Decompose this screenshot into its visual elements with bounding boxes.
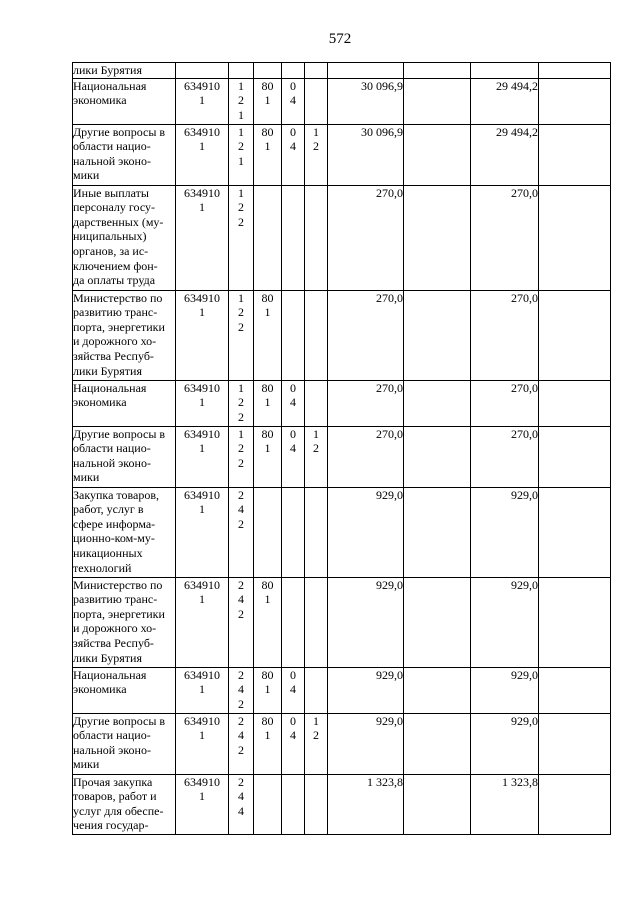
amount-cell-1: 270,0 — [328, 380, 404, 426]
subsection-digit-cell-line: 0 — [290, 78, 296, 93]
code-cell-line: 634910 — [184, 487, 220, 502]
vr-digit-cell — [229, 78, 254, 124]
vr-digit-cell-line: 2 — [238, 214, 244, 229]
section-cell — [254, 487, 282, 577]
table-row — [73, 713, 611, 774]
row-name-cell — [73, 577, 176, 667]
vr-digit-cell-line: 2 — [238, 93, 244, 108]
section-cell-line: 1 — [264, 441, 271, 456]
table-row — [73, 667, 611, 713]
subsection-digit-cell — [282, 185, 305, 290]
code-cell — [176, 487, 229, 577]
code-cell — [176, 63, 229, 79]
row-name-cell-line: лики Бурятия — [73, 63, 142, 77]
row-name-cell — [73, 487, 176, 577]
amount-cell-1: 929,0 — [328, 487, 404, 577]
vr-digit-cell — [229, 774, 254, 834]
vr-digit-cell — [229, 124, 254, 185]
subsection-digit-cell-2-line: 1 — [313, 713, 319, 728]
amount-cell-1: 270,0 — [328, 290, 404, 380]
vr-digit-cell-line: 1 — [238, 185, 244, 200]
vr-digit-cell-line: 4 — [238, 803, 244, 818]
empty-cell — [539, 78, 611, 124]
row-name-cell-line: Национальная — [73, 78, 147, 93]
subsection-digit-cell-2 — [305, 426, 328, 487]
row-name-cell — [73, 290, 176, 380]
row-name-cell-line: работ, услуг в — [73, 502, 144, 517]
row-name-cell-line: ключением фон- — [73, 258, 158, 273]
code-cell-line: 1 — [199, 93, 205, 108]
amount-cell-2: 1 323,8 — [471, 774, 539, 834]
vr-digit-cell-line: 2 — [238, 713, 244, 728]
row-name-cell-line: зяйства Респуб- — [73, 635, 154, 650]
code-cell — [176, 124, 229, 185]
vr-digit-cell — [229, 426, 254, 487]
row-name-cell-line: Другие вопросы в — [73, 124, 166, 139]
empty-cell — [539, 380, 611, 426]
amount-cell-2: 29 494,2 — [471, 124, 539, 185]
row-name-cell — [73, 426, 176, 487]
section-cell-line: 80 — [261, 426, 274, 441]
amount-cell-2 — [471, 63, 539, 79]
amount-cell-2: 929,0 — [471, 667, 539, 713]
vr-digit-cell-line: 2 — [238, 696, 244, 711]
empty-cell — [539, 713, 611, 774]
empty-cell — [404, 713, 471, 774]
vr-digit-cell — [229, 667, 254, 713]
amount-cell-2: 270,0 — [471, 426, 539, 487]
vr-digit-cell-line: 4 — [238, 592, 244, 607]
empty-cell — [404, 290, 471, 380]
amount-cell-2: 929,0 — [471, 713, 539, 774]
row-name-cell-line: области нацио- — [73, 139, 151, 154]
subsection-digit-cell-line: 4 — [290, 441, 296, 456]
subsection-digit-cell-line: 0 — [290, 713, 296, 728]
vr-digit-cell-line: 1 — [238, 124, 244, 139]
row-name-cell-line: развитию транс- — [73, 305, 158, 320]
subsection-digit-cell-line: 0 — [290, 667, 296, 682]
row-name-cell-line: Другие вопросы в — [73, 426, 166, 441]
section-cell-line: 80 — [261, 124, 274, 139]
subsection-digit-cell-2 — [305, 487, 328, 577]
code-cell-line: 1 — [199, 592, 205, 607]
vr-digit-cell-line: 2 — [238, 409, 244, 424]
subsection-digit-cell-2 — [305, 290, 328, 380]
code-cell — [176, 380, 229, 426]
section-cell-line: 80 — [261, 667, 274, 682]
section-cell — [254, 380, 282, 426]
subsection-digit-cell-2 — [305, 774, 328, 834]
subsection-digit-cell-2-line: 1 — [313, 124, 319, 139]
row-name-cell-line: Министерство по — [73, 290, 163, 305]
row-name-cell-line: области нацио- — [73, 441, 151, 456]
row-name-cell-line: порта, энергетики — [73, 606, 165, 621]
subsection-digit-cell-line: 0 — [290, 124, 296, 139]
subsection-digit-cell — [282, 487, 305, 577]
subsection-digit-cell-line: 0 — [290, 426, 296, 441]
vr-digit-cell-line: 4 — [238, 682, 244, 697]
row-name-cell-line: мики — [73, 757, 100, 772]
vr-digit-cell-line: 2 — [238, 139, 244, 154]
vr-digit-cell-line: 4 — [238, 728, 244, 743]
amount-cell-2: 929,0 — [471, 487, 539, 577]
row-name-cell-line: экономика — [73, 93, 127, 108]
row-name-cell-line: Национальная — [73, 380, 147, 395]
section-cell — [254, 124, 282, 185]
code-cell-line: 1 — [199, 502, 205, 517]
row-name-cell-line: Национальная — [73, 667, 147, 682]
table-row — [73, 426, 611, 487]
section-cell-line: 1 — [264, 93, 271, 108]
amount-cell-1: 929,0 — [328, 577, 404, 667]
vr-digit-cell-line: 2 — [238, 516, 244, 531]
subsection-digit-cell — [282, 713, 305, 774]
subsection-digit-cell — [282, 667, 305, 713]
vr-digit-cell-line: 1 — [238, 426, 244, 441]
section-cell-line: 1 — [264, 305, 271, 320]
row-name-cell-line: развитию транс- — [73, 592, 158, 607]
row-name-cell — [73, 713, 176, 774]
vr-digit-cell-line: 1 — [238, 78, 244, 93]
amount-cell-2: 29 494,2 — [471, 78, 539, 124]
section-cell-line: 1 — [264, 592, 271, 607]
subsection-digit-cell-2 — [305, 63, 328, 79]
section-cell — [254, 774, 282, 834]
section-cell — [254, 78, 282, 124]
vr-digit-cell-line: 2 — [238, 395, 244, 410]
vr-digit-cell — [229, 290, 254, 380]
vr-digit-cell — [229, 63, 254, 79]
section-cell-line: 80 — [261, 290, 274, 305]
section-cell-line: 1 — [264, 395, 271, 410]
subsection-digit-cell-2-line: 2 — [313, 441, 319, 456]
code-cell-line: 634910 — [184, 185, 220, 200]
row-name-cell-line: лики Бурятия — [73, 363, 142, 378]
row-name-cell-line: и дорожного хо- — [73, 621, 157, 636]
row-name-cell-line: чения государ- — [73, 818, 149, 833]
empty-cell — [539, 185, 611, 290]
empty-cell — [539, 577, 611, 667]
table-row — [73, 78, 611, 124]
row-name-cell-line: никационных — [73, 545, 143, 560]
amount-cell-2: 270,0 — [471, 380, 539, 426]
amount-cell-1: 929,0 — [328, 667, 404, 713]
empty-cell — [539, 774, 611, 834]
code-cell-line: 634910 — [184, 577, 220, 592]
subsection-digit-cell-2 — [305, 380, 328, 426]
code-cell-line: 634910 — [184, 667, 220, 682]
row-name-cell-line: Закупка товаров, — [73, 487, 159, 502]
empty-cell — [404, 78, 471, 124]
vr-digit-cell-line: 2 — [238, 487, 244, 502]
row-name-cell-line: ционно-ком-му- — [73, 531, 155, 546]
section-cell-line: 80 — [261, 713, 274, 728]
row-name-cell — [73, 124, 176, 185]
row-name-cell-line: Другие вопросы в — [73, 713, 166, 728]
row-name-cell-line: сфере информа- — [73, 516, 156, 531]
row-name-cell — [73, 185, 176, 290]
row-name-cell — [73, 63, 176, 79]
vr-digit-cell — [229, 380, 254, 426]
code-cell-line: 634910 — [184, 713, 220, 728]
vr-digit-cell-line: 1 — [238, 107, 244, 122]
code-cell — [176, 713, 229, 774]
empty-cell — [404, 426, 471, 487]
row-name-cell-line: Министерство по — [73, 577, 163, 592]
code-cell-line: 634910 — [184, 290, 220, 305]
vr-digit-cell-line: 2 — [238, 441, 244, 456]
amount-cell-1: 1 323,8 — [328, 774, 404, 834]
section-cell-line: 1 — [264, 139, 271, 154]
table-body — [73, 63, 611, 835]
subsection-digit-cell-2 — [305, 185, 328, 290]
empty-cell — [404, 774, 471, 834]
vr-digit-cell-line: 1 — [238, 153, 244, 168]
empty-cell — [404, 185, 471, 290]
vr-digit-cell-line: 2 — [238, 305, 244, 320]
empty-cell — [539, 667, 611, 713]
row-name-cell-line: и дорожного хо- — [73, 334, 157, 349]
section-cell-line: 1 — [264, 682, 271, 697]
row-name-cell-line: ниципальных) — [73, 229, 147, 244]
budget-table — [72, 62, 611, 835]
subsection-digit-cell-line: 0 — [290, 380, 296, 395]
empty-cell — [404, 63, 471, 79]
section-cell-line: 80 — [261, 577, 274, 592]
subsection-digit-cell-2 — [305, 713, 328, 774]
code-cell-line: 1 — [199, 139, 205, 154]
row-name-cell-line: дарственных (му- — [73, 214, 164, 229]
vr-digit-cell-line: 2 — [238, 606, 244, 621]
code-cell — [176, 426, 229, 487]
section-cell — [254, 185, 282, 290]
empty-cell — [539, 487, 611, 577]
subsection-digit-cell-2-line: 1 — [313, 426, 319, 441]
empty-cell — [539, 124, 611, 185]
code-cell — [176, 577, 229, 667]
table-row — [73, 290, 611, 380]
empty-cell — [404, 380, 471, 426]
subsection-digit-cell-line: 4 — [290, 93, 296, 108]
amount-cell-1: 270,0 — [328, 426, 404, 487]
empty-cell — [539, 290, 611, 380]
code-cell — [176, 774, 229, 834]
section-cell — [254, 63, 282, 79]
code-cell-line: 1 — [199, 200, 205, 215]
vr-digit-cell-line: 1 — [238, 380, 244, 395]
code-cell-line: 1 — [199, 728, 205, 743]
subsection-digit-cell — [282, 774, 305, 834]
section-cell-line: 80 — [261, 380, 274, 395]
row-name-cell-line: зяйства Респуб- — [73, 348, 154, 363]
row-name-cell-line: нальной эконо- — [73, 455, 151, 470]
row-name-cell — [73, 380, 176, 426]
row-name-cell-line: товаров, работ и — [73, 789, 157, 804]
row-name-cell-line: мики — [73, 168, 100, 183]
vr-digit-cell-line: 2 — [238, 667, 244, 682]
row-name-cell-line: технологий — [73, 560, 132, 575]
row-name-cell-line: Прочая закупка — [73, 774, 153, 789]
row-name-cell — [73, 774, 176, 834]
row-name-cell-line: порта, энергетики — [73, 319, 165, 334]
code-cell-line: 634910 — [184, 78, 220, 93]
subsection-digit-cell — [282, 290, 305, 380]
section-cell — [254, 667, 282, 713]
subsection-digit-cell — [282, 124, 305, 185]
code-cell-line: 634910 — [184, 426, 220, 441]
subsection-digit-cell-line: 4 — [290, 682, 296, 697]
section-cell-line: 1 — [264, 728, 271, 743]
vr-digit-cell — [229, 487, 254, 577]
code-cell-line: 634910 — [184, 380, 220, 395]
empty-cell — [404, 667, 471, 713]
subsection-digit-cell-2 — [305, 124, 328, 185]
row-name-cell-line: нальной эконо- — [73, 742, 151, 757]
subsection-digit-cell — [282, 380, 305, 426]
row-name-cell-line: мики — [73, 470, 100, 485]
subsection-digit-cell-2-line: 2 — [313, 139, 319, 154]
vr-digit-cell — [229, 577, 254, 667]
row-name-cell-line: экономика — [73, 395, 127, 410]
subsection-digit-cell-2 — [305, 577, 328, 667]
subsection-digit-cell — [282, 426, 305, 487]
row-name-cell-line: да оплаты труда — [73, 273, 156, 288]
code-cell-line: 634910 — [184, 774, 220, 789]
row-name-cell-line: нальной эконо- — [73, 153, 151, 168]
vr-digit-cell-line: 2 — [238, 774, 244, 789]
amount-cell-2: 270,0 — [471, 290, 539, 380]
table-row — [73, 63, 611, 79]
vr-digit-cell — [229, 713, 254, 774]
table-row — [73, 487, 611, 577]
amount-cell-2: 929,0 — [471, 577, 539, 667]
empty-cell — [539, 426, 611, 487]
code-cell-line: 634910 — [184, 124, 220, 139]
section-cell — [254, 426, 282, 487]
amount-cell-1: 929,0 — [328, 713, 404, 774]
row-name-cell-line: услуг для обеспе- — [73, 803, 164, 818]
amount-cell-1: 30 096,9 — [328, 78, 404, 124]
row-name-cell — [73, 667, 176, 713]
subsection-digit-cell — [282, 577, 305, 667]
subsection-digit-cell-line: 4 — [290, 728, 296, 743]
row-name-cell-line: персоналу госу- — [73, 200, 156, 215]
vr-digit-cell-line: 1 — [238, 290, 244, 305]
code-cell — [176, 290, 229, 380]
amount-cell-1: 30 096,9 — [328, 124, 404, 185]
code-cell-line: 1 — [199, 682, 205, 697]
table-row — [73, 124, 611, 185]
section-cell — [254, 290, 282, 380]
vr-digit-cell — [229, 185, 254, 290]
empty-cell — [404, 577, 471, 667]
subsection-digit-cell — [282, 78, 305, 124]
vr-digit-cell-line: 4 — [238, 502, 244, 517]
vr-digit-cell-line: 2 — [238, 319, 244, 334]
row-name-cell — [73, 78, 176, 124]
code-cell — [176, 185, 229, 290]
empty-cell — [404, 124, 471, 185]
vr-digit-cell-line: 2 — [238, 577, 244, 592]
subsection-digit-cell-line: 4 — [290, 139, 296, 154]
section-cell — [254, 577, 282, 667]
vr-digit-cell-line: 2 — [238, 455, 244, 470]
row-name-cell-line: органов, за ис- — [73, 243, 149, 258]
table-row — [73, 380, 611, 426]
subsection-digit-cell-line: 4 — [290, 395, 296, 410]
row-name-cell-line: экономика — [73, 682, 127, 697]
page-number: 572 — [328, 31, 352, 47]
section-cell — [254, 713, 282, 774]
empty-cell — [404, 487, 471, 577]
amount-cell-1: 270,0 — [328, 185, 404, 290]
vr-digit-cell-line: 2 — [238, 200, 244, 215]
row-name-cell-line: Иные выплаты — [73, 185, 149, 200]
subsection-digit-cell — [282, 63, 305, 79]
table-row — [73, 774, 611, 834]
section-cell-line: 80 — [261, 78, 274, 93]
code-cell-line: 1 — [199, 789, 205, 804]
amount-cell-2: 270,0 — [471, 185, 539, 290]
vr-digit-cell-line: 4 — [238, 789, 244, 804]
code-cell — [176, 78, 229, 124]
vr-digit-cell-line: 2 — [238, 742, 244, 757]
subsection-digit-cell-2 — [305, 78, 328, 124]
table-row — [73, 185, 611, 290]
code-cell-line: 1 — [199, 441, 205, 456]
row-name-cell-line: лики Бурятия — [73, 650, 142, 665]
empty-cell — [539, 63, 611, 79]
subsection-digit-cell-2 — [305, 667, 328, 713]
code-cell-line: 1 — [199, 305, 205, 320]
code-cell — [176, 667, 229, 713]
amount-cell-1 — [328, 63, 404, 79]
table-row — [73, 577, 611, 667]
subsection-digit-cell-2-line: 2 — [313, 728, 319, 743]
row-name-cell-line: области нацио- — [73, 728, 151, 743]
code-cell-line: 1 — [199, 395, 205, 410]
